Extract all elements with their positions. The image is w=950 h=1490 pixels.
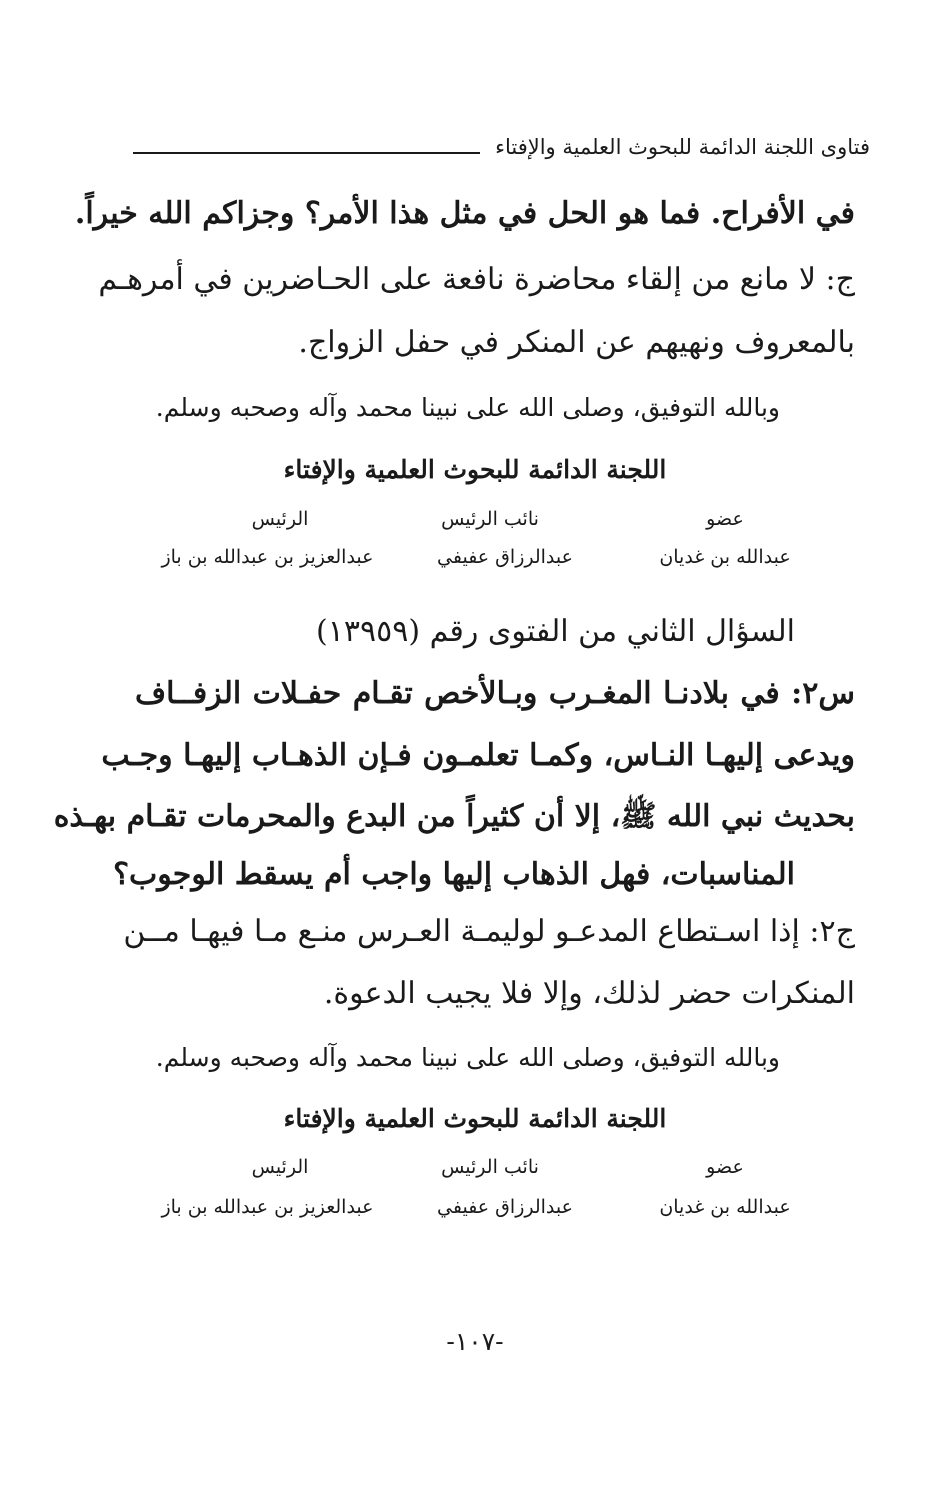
question-heading: السؤال الثاني من الفتوى رقم (١٣٩٥٩) [316,614,795,649]
signature-role-president: الرئيس [251,508,309,530]
signature-name-president-2: عبدالعزيز بن عبدالله بن باز [161,1196,374,1218]
header-rule [133,152,480,154]
answer2-line-2: المنكرات حضر لذلك، وإلا فلا يجيب الدعوة. [323,976,855,1011]
answer-line-1: ج: لا مانع من إلقاء محاضرة نافعة على الحـاضرين في أمرهـم [98,262,855,297]
signature-name-vice-president: عبدالرزاق عفيفي [437,546,573,568]
signature-role-member-2: عضو [706,1156,744,1178]
question-line-1: س٢: في بلادنـا المغـرب وبـالأخص تقـام حفـلات الزفــاف [135,676,855,711]
closing-formula: وبالله التوفيق، وصلى الله على نبينا محمد وآله وصحبه وسلم. [155,393,780,422]
signature-name-vice-president-2: عبدالرزاق عفيفي [437,1196,573,1218]
signature-role-member: عضو [706,508,744,530]
question-line-2: ويدعى إليهـا النـاس، وكمـا تعلمـون فـإن الذهـاب إليهـا وجـب [101,738,855,773]
committee-title: اللجنة الدائمة للبحوث العلمية والإفتاء [283,455,667,484]
signature-name-member-2: عبدالله بن غديان [659,1196,791,1218]
signature-role-vice-president: نائب الرئيس [441,508,539,530]
page-number: -١٠٧- [446,1327,504,1356]
question-ending: في الأفراح. فما هو الحل في مثل هذا الأمر؟ وجزاكم الله خيراً. [74,196,855,231]
question-line-3: بحديث نبي الله ﷺ، إلا أن كثيراً من البدع والمحرمات تقـام بهـذه [53,799,855,834]
signature-role-president-2: الرئيس [251,1156,309,1178]
signature-name-president: عبدالعزيز بن عبدالله بن باز [161,546,374,568]
question-line-4: المناسبات، فهل الذهاب إليها واجب أم يسقط الوجوب؟ [113,857,795,892]
committee-title-2: اللجنة الدائمة للبحوث العلمية والإفتاء [283,1104,667,1133]
signature-role-vice-president-2: نائب الرئيس [441,1156,539,1178]
signature-name-member: عبدالله بن غديان [659,546,791,568]
closing-formula-2: وبالله التوفيق، وصلى الله على نبينا محمد وآله وصحبه وسلم. [155,1043,780,1072]
running-header-title: فتاوى اللجنة الدائمة للبحوث العلمية والإفتاء [495,135,870,159]
answer-line-2: بالمعروف ونهيهم عن المنكر في حفل الزواج. [298,325,855,360]
answer2-line-1: ج٢: إذا اسـتطاع المدعـو لوليمـة العـرس منـع مـا فيهـا مــن [123,914,855,949]
